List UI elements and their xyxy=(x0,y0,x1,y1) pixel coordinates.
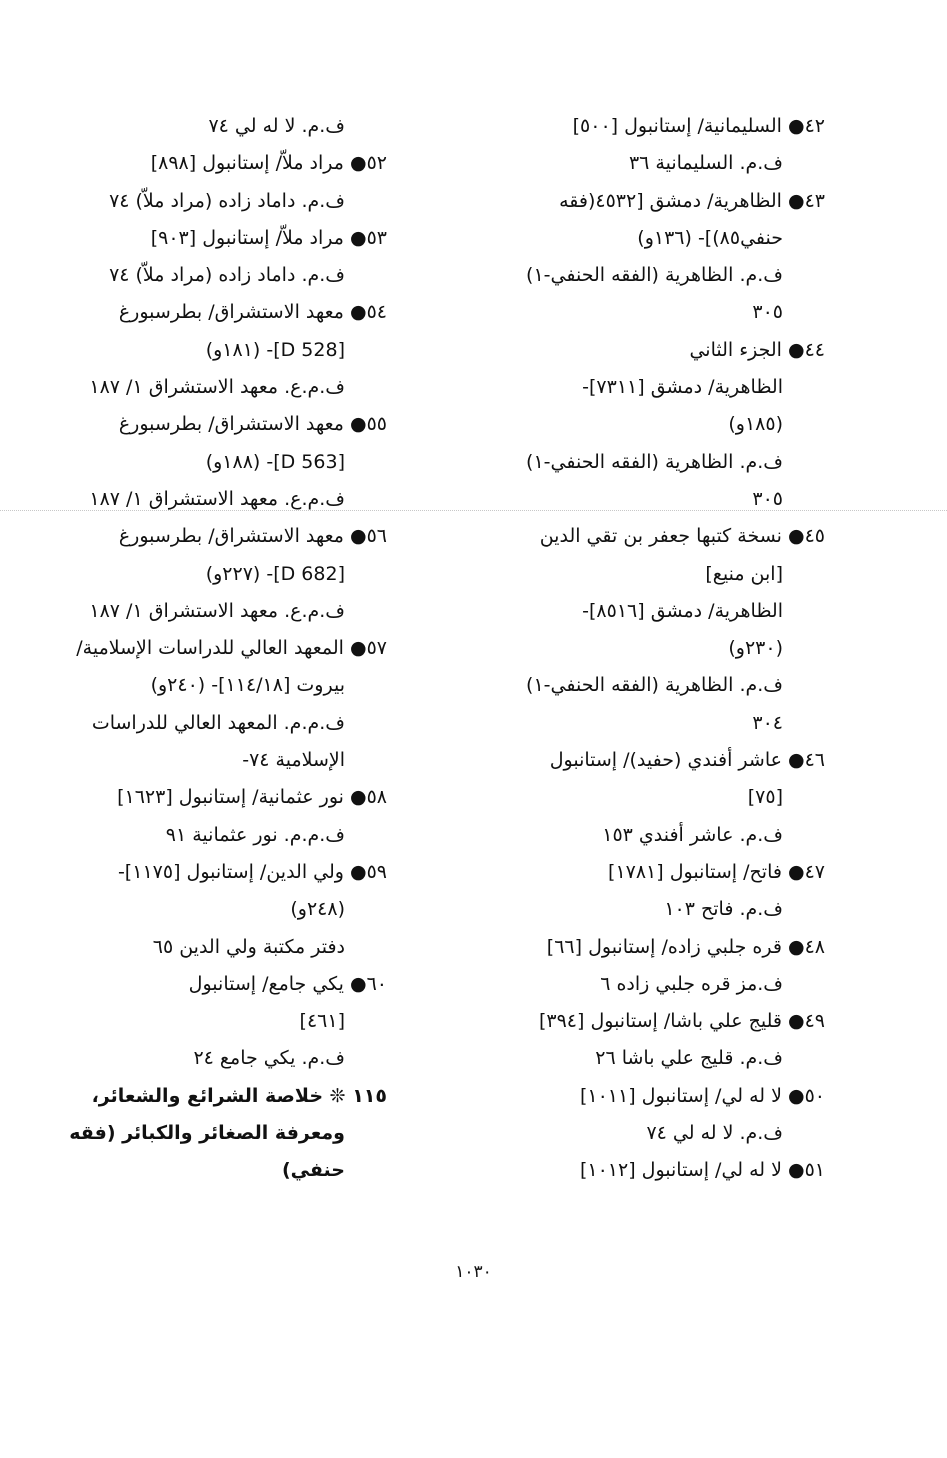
text-line: [D 563]- (١٨٨و) xyxy=(205,450,345,473)
text-line: ٥٢● مراد ملاّ/ إستانبول [٨٩٨] xyxy=(150,152,387,175)
text-line: الظاهرية/ دمشق [٨٥١٦]- xyxy=(582,599,783,622)
text-line: ف.م.م. نور عثمانية ٩١ xyxy=(165,823,345,846)
right-column xyxy=(485,108,825,1190)
text-line: ٤٩● قليج علي باشا/ إستانبول [٣٩٤] xyxy=(538,1010,825,1033)
text-line: ف.م. فاتح ١٠٣ xyxy=(664,898,783,921)
text-line: [ابن منيع] xyxy=(705,562,783,585)
text-line: ٥٧● المعهد العالي للدراسات الإسلامية/ xyxy=(76,637,387,660)
text-line: ف.م. عاشر أفندي ١٥٣ xyxy=(602,823,783,846)
text-line: ٣٠٤ xyxy=(752,711,783,734)
text-line: ف.م. داماد زاده (مراد ملاّ) ٧٤ xyxy=(109,189,345,212)
text-line: بيروت [١١٤/١٨]- (٢٤٠و) xyxy=(150,674,345,697)
text-line: ف.م. يكي جامع ٢٤ xyxy=(193,1047,345,1070)
text-line: ٤٥● نسخة كتبها جعفر بن تقي الدين xyxy=(539,525,825,548)
text-line: دفتر مكتبة ولي الدين ٦٥ xyxy=(152,935,345,958)
text-line: ف.م. الظاهرية (الفقه الحنفي-١) xyxy=(526,450,783,473)
text-line: ومعرفة الصغائر والكبائر (فقه xyxy=(69,1122,345,1145)
text-line: ٥٣● مراد ملاّ/ إستانبول [٩٠٣] xyxy=(150,226,387,249)
text-line: ٤٧● فاتح/ إستانبول [١٧٨١] xyxy=(608,860,825,883)
text-line: ف.م. الظاهرية (الفقه الحنفي-١) xyxy=(526,674,783,697)
text-line: ف.م. قليج علي باشا ٢٦ xyxy=(595,1047,783,1070)
text-line: ٣٠٥ xyxy=(752,301,783,324)
text-line: الظاهرية/ دمشق [٧٣١١]- xyxy=(582,376,783,399)
text-line: (٢٣٠و) xyxy=(728,637,783,660)
text-line: ٥٥● معهد الاستشراق/ بطرسبورغ xyxy=(118,413,387,436)
text-line: حنفي) xyxy=(281,1159,345,1182)
text-line: ف.م. لا له لي ٧٤ xyxy=(646,1122,783,1145)
text-line: ٣٠٥ xyxy=(752,487,783,510)
text-line: ٦٠● يكي جامع/ إستانبول xyxy=(188,972,387,995)
left-column xyxy=(69,108,387,1190)
text-line: ٥٤● معهد الاستشراق/ بطرسبورغ xyxy=(118,301,387,324)
text-line: ٤٨● قره جلبي زاده/ إستانبول [٦٦] xyxy=(546,935,825,958)
text-line: ف.م. الظاهرية (الفقه الحنفي-١) xyxy=(526,264,783,287)
text-line: [D 682]- (٢٢٧و) xyxy=(205,562,345,585)
text-line: [D 528]- (١٨١و) xyxy=(205,338,345,361)
text-line: ٤٦● عاشر أفندي (حفيد)/ إستانبول xyxy=(549,749,825,772)
text-line: ٤٢● السليمانية/ إستانبول [٥٠٠] xyxy=(572,115,825,137)
text-line: ٥٩● ولي الدين/ إستانبول [١١٧٥]- xyxy=(117,860,387,883)
text-line: ٥٦● معهد الاستشراق/ بطرسبورغ xyxy=(118,525,387,548)
text-line: ٥٨● نور عثمانية/ إستانبول [١٦٢٣] xyxy=(117,786,387,809)
text-line: ف.م.ع. معهد الاستشراق ١/ ١٨٧ xyxy=(89,487,345,510)
text-line: ١١٥ ❊ خلاصة الشرائع والشعائر، xyxy=(91,1084,387,1107)
text-line: ٥١● لا له لي/ إستانبول [١٠١٢] xyxy=(579,1159,825,1182)
text-line: ف.م.م. المعهد العالي للدراسات xyxy=(91,711,345,734)
text-line: (١٨٥و) xyxy=(728,413,783,436)
text-line: ف.م.ع. معهد الاستشراق ١/ ١٨٧ xyxy=(89,599,345,622)
text-line: [٤٦١] xyxy=(299,1010,345,1033)
text-line: (٢٤٨و) xyxy=(290,898,345,921)
text-line: ٥٠● لا له لي/ إستانبول [١٠١١] xyxy=(579,1084,825,1107)
text-line: ف.م. السليمانية ٣٦ xyxy=(628,152,783,175)
text-line: ف.م. داماد زاده (مراد ملاّ) ٧٤ xyxy=(109,264,345,287)
text-line: حنفي٨٥)]- (١٣٦و) xyxy=(637,226,783,249)
text-line: الإسلامية ٧٤- xyxy=(242,749,345,772)
text-line: [٧٥] xyxy=(747,786,783,809)
text-line: ف.م. لا له لي ٧٤ xyxy=(208,115,345,137)
text-line: ٤٣● الظاهرية/ دمشق [٤٥٣٢(فقه xyxy=(559,189,825,212)
text-line: ف.مز قره جلبي زاده ٦ xyxy=(600,972,783,995)
text-line: ف.م.ع. معهد الاستشراق ١/ ١٨٧ xyxy=(89,376,345,399)
text-line: ٤٤● الجزء الثاني xyxy=(689,338,825,361)
page-number: ١٠٣٠ xyxy=(455,1262,492,1282)
